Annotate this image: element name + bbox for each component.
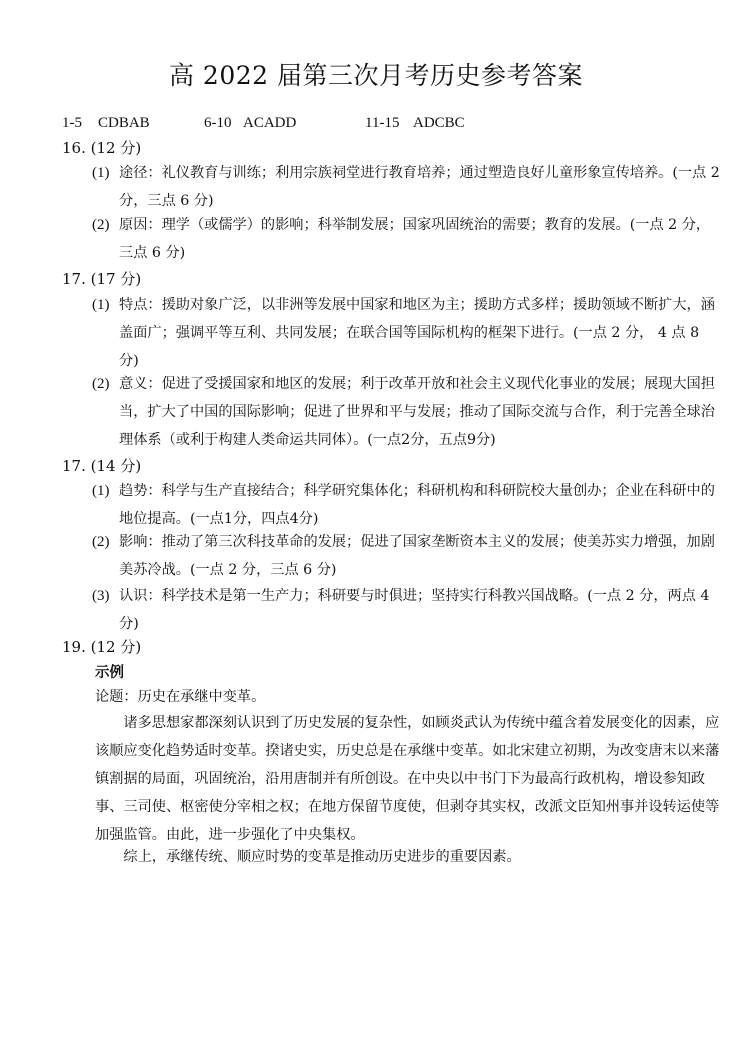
question-17b-header xyxy=(62,455,141,477)
item-number: (1) xyxy=(92,483,110,499)
question-number: 17. xyxy=(62,270,86,288)
item-text: 意义：促进了受援国家和地区的发展；利于改革开放和社会主义现代化事业的发展；展现大国担当，扩大了中国的国际影响；促进了世界和平与发展；推动了国际交流与合作，利于完善全球治理体系（或利于构建人类命运共同体）。(一点2分，五点9分) xyxy=(119,376,715,448)
choice-answers-2: ACADD xyxy=(243,115,297,131)
item-text: 认识：科学技术是第一生产力；科研要与时俱进；坚持实行科教兴国战略。(一点 2 分，两点 4 分) xyxy=(119,588,710,632)
example-label: 示例 xyxy=(95,664,124,681)
choice-answers-3: ADCBC xyxy=(413,115,465,131)
question-17b-item-3 xyxy=(92,582,722,638)
item-text: 特点：援助对象广泛，以非洲等发展中国家和地区为主；援助方式多样；援助领域不断扩大，涵盖面广；强调平等互利、共同发展；在联合国等国际机构的框架下进行。(一点 2 分， 4 点 8 分) xyxy=(119,297,715,369)
question-17b-item-2 xyxy=(92,528,722,584)
choice-range-2: 6-10 xyxy=(204,115,232,131)
item-number: (2) xyxy=(92,217,110,233)
question-score: (14 分) xyxy=(90,457,142,475)
question-17a-header xyxy=(62,268,141,290)
question-score: (17 分) xyxy=(90,270,142,288)
question-17a-item-2 xyxy=(92,370,722,454)
item-text: 影响：推动了第三次科技革命的发展；促进了国家垄断资本主义的发展；使美苏实力增强，加剧美苏冷战。(一点 2 分，三点 6 分) xyxy=(119,534,715,578)
choice-answers-1: CDBAB xyxy=(98,115,150,131)
item-number: (2) xyxy=(92,376,110,392)
question-19-header xyxy=(62,636,141,658)
question-16-item-1 xyxy=(92,159,722,215)
question-number: 19. xyxy=(62,638,86,656)
item-number: (2) xyxy=(92,534,110,550)
question-17b-item-1 xyxy=(92,477,722,533)
question-16-item-2 xyxy=(92,211,722,267)
question-16-header xyxy=(62,137,141,159)
question-score: (12 分) xyxy=(90,139,142,157)
page-title: 高 2022 届第三次月考历史参考答案 xyxy=(168,61,584,90)
item-text: 趋势：科学与生产直接结合；科学研究集体化；科研机构和科研院校大量创办；企业在科研中的地位提高。(一点1分，四点4分) xyxy=(119,483,715,527)
item-number: (3) xyxy=(92,588,110,604)
question-17a-item-1 xyxy=(92,291,722,375)
essay-paragraph-1: 诸多思想家都深刻认识到了历史发展的复杂性，如顾炎武认为传统中蕴含着发展变化的因素，应该顺应变化趋势适时变革。揆诸史实，历史总是在承继中变革。如北宋建立初期，为改变唐末以来藩镇割据的局面，巩固统治，沿用唐制并有所创设。在中央以中书门下为最高行政机构，增设参知政事、三司使、枢密使分宰相之权；在地方保留节度使，但剥夺其实权，改派文臣知州事并设转运使等加强监管。由此，进一步强化了中央集权。 xyxy=(95,715,720,843)
item-number: (1) xyxy=(92,165,110,181)
choice-range-3: 11-15 xyxy=(365,115,400,131)
question-number: 16. xyxy=(62,139,86,157)
item-number: (1) xyxy=(92,297,110,313)
question-score: (12 分) xyxy=(90,638,142,656)
question-number: 17. xyxy=(62,457,86,475)
item-text: 原因：理学（或儒学）的影响；科举制发展；国家巩固统治的需要；教育的发展。(一点 2 分，三点 6 分) xyxy=(119,217,711,261)
essay-paragraph-2: 综上，承继传统、顺应时势的变革是推动历史进步的重要因素。 xyxy=(123,849,521,865)
thesis-statement: 论题：历史在承继中变革。 xyxy=(95,689,266,705)
choice-range-1: 1-5 xyxy=(62,115,82,131)
item-text: 途径：礼仪教育与训练；利用宗族祠堂进行教育培养；通过塑造良好儿童形象宣传培养。(一点 2 分，三点 6 分) xyxy=(119,165,720,209)
